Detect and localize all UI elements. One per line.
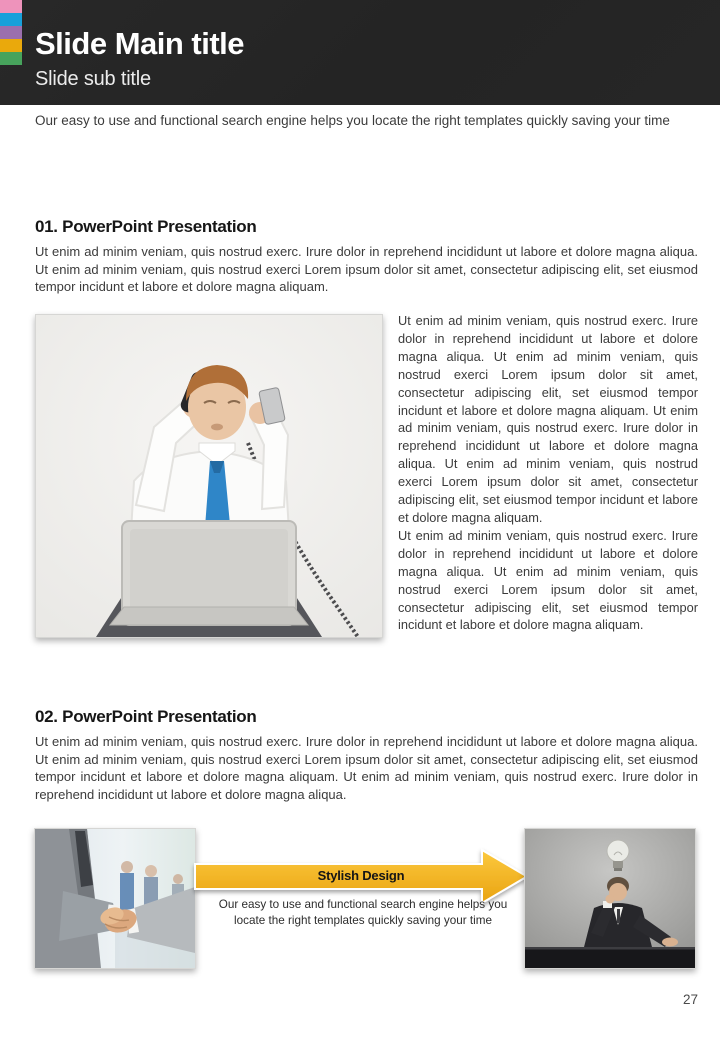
intro-text: Our easy to use and functional search engine helps you locate the right templates quickly saving your time: [35, 113, 670, 128]
section-2-body: Ut enim ad minim veniam, quis nostrud exerc. Irure dolor in reprehend incididunt ut labore et dolore magna aliqua. Ut enim ad minim veniam, quis nostrud exerci Lorem ipsum dolor sit amet, consectetur adipiscing elit, set eiusmod tempor incidunt et labore et dolore magna aliquam. Ut enim ad minim veniam, quis nostrud exerc. Irure dolor in reprehend incididunt ut labore et dolore magna aliqua.: [35, 734, 698, 802]
slide-header: [0, 0, 720, 105]
section-1-body: Ut enim ad minim veniam, quis nostrud exerc. Irure dolor in reprehend incididunt ut labore et dolore magna aliqua. Ut enim ad minim veniam, quis nostrud exerci Lorem ipsum dolor sit amet, consectetur adipiscing elit, set eiusmod tempor incidunt et labore et dolore magna aliquam.: [35, 244, 698, 295]
side-paragraph-1: Ut enim ad minim veniam, quis nostrud exerc. Irure dolor in reprehend incididunt ut labore et dolore magna aliqua. Ut enim ad minim veniam, quis nostrud exerci Lorem ipsum dolor sit amet, consectetur adipiscing elit, set eiusmod tempor incidunt et labore et dolore magna aliquam. Ut enim ad minim veniam, quis nostrud exerc. Irure dolor in reprehend incididunt ut labore et dolore magna aliqua. Ut enim ad minim veniam, quis nostrud exerci Lorem ipsum dolor sit amet, consectetur adipiscing elit, set eiusmod tempor incidunt et labore et dolore magna aliquam.: [398, 313, 698, 525]
color-tab-yellow: [0, 39, 22, 52]
page-number: 27: [682, 992, 698, 1007]
color-tab-green: [0, 52, 22, 65]
handshake-photo: [34, 828, 196, 969]
color-tab-blue: [0, 13, 22, 26]
arrow-caption: Our easy to use and functional search engine helps you locate the right templates quickly saving your time: [218, 898, 508, 927]
page-title: Slide Main title: [35, 26, 245, 61]
color-tab-purple: [0, 26, 22, 39]
busy-businessman-photo: [35, 314, 383, 638]
thinking-man-illustration: [525, 829, 695, 968]
arrow-label: Stylish Design: [317, 868, 405, 883]
section-1-heading: 01. PowerPoint Presentation: [35, 217, 257, 236]
side-paragraph-2: Ut enim ad minim veniam, quis nostrud exerc. Irure dolor in reprehend incididunt ut labore et dolore magna aliqua. Ut enim ad minim veniam, quis nostrud exerci Lorem ipsum dolor sit amet, consectetur adipiscing elit, set eiusmod tempor incidunt et labore et dolore magna aliquam.: [398, 527, 698, 633]
thinking-man-photo: [524, 828, 696, 969]
section-1-side-text: [398, 312, 698, 634]
section-2-heading: 02. PowerPoint Presentation: [35, 707, 257, 726]
color-tab-strip: [0, 0, 22, 65]
busy-businessman-illustration: [36, 315, 382, 637]
handshake-illustration: [35, 829, 195, 968]
page-subtitle: Slide sub title: [35, 68, 151, 90]
color-tab-pink: [0, 0, 22, 13]
